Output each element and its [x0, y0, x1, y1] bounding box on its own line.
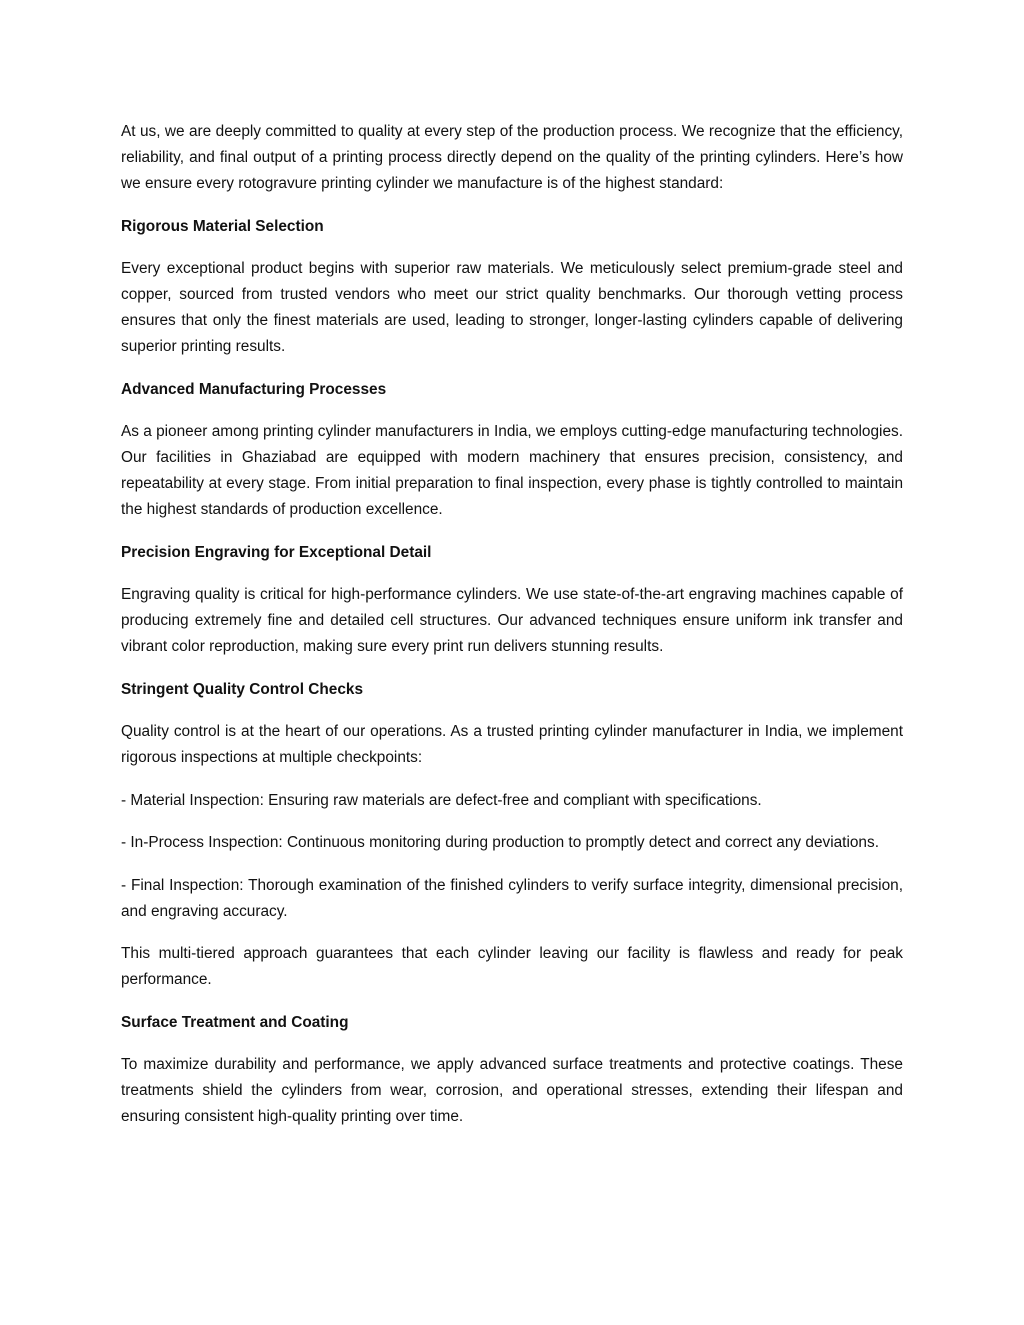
- section-paragraph: Engraving quality is critical for high-performance cylinders. We use state-of-the-art engraving machines capable of producing extremely fine and detailed cell structures. Our advanced techniques ensure uniform ink transfer and vibrant color reproduction, making sure every print run delivers stunning results.: [121, 586, 903, 655]
- list-item: - Final Inspection: Thorough examination of the finished cylinders to verify surface integrity, dimensional precision, and engraving accuracy.: [121, 876, 903, 920]
- document-page: [121, 119, 903, 1147]
- list-item: - Material Inspection: Ensuring raw materials are defect-free and compliant with specifications.: [121, 791, 762, 809]
- intro-paragraph: At us, we are deeply committed to quality at every step of the production process. We recognize that the efficiency, reliability, and final output of a printing process directly depend on the quality of the printing cylinders. Here’s how we ensure every rotogravure printing cylinder we manufacture is of the highest standard:: [121, 123, 903, 192]
- section-heading: Rigorous Material Selection: [121, 217, 324, 235]
- section-closing-paragraph: This multi-tiered approach guarantees that each cylinder leaving our facility is flawless and ready for peak performance.: [121, 945, 903, 988]
- section-heading: Precision Engraving for Exceptional Detail: [121, 543, 432, 561]
- section-heading: Surface Treatment and Coating: [121, 1013, 349, 1031]
- list-item: - In-Process Inspection: Continuous monitoring during production to promptly detect and correct any deviations.: [121, 834, 879, 851]
- section-paragraph: Quality control is at the heart of our operations. As a trusted printing cylinder manufacturer in India, we implement rigorous inspections at multiple checkpoints:: [121, 723, 903, 766]
- section-heading: Advanced Manufacturing Processes: [121, 380, 387, 398]
- section-heading: Stringent Quality Control Checks: [121, 680, 364, 698]
- section-paragraph: To maximize durability and performance, we apply advanced surface treatments and protective coatings. These treatments shield the cylinders from wear, corrosion, and operational stresses, extending their lifespan and ensuring consistent high-quality printing over time.: [121, 1056, 903, 1125]
- section-paragraph: Every exceptional product begins with superior raw materials. We meticulously select premium-grade steel and copper, sourced from trusted vendors who meet our strict quality benchmarks. Our thorough vetting process ensures that only the finest materials are used, leading to stronger, longer-lasting cylinders capable of delivering superior printing results.: [121, 260, 903, 355]
- section-paragraph: As a pioneer among printing cylinder manufacturers in India, we employs cutting-edge manufacturing technologies. Our facilities in Ghaziabad are equipped with modern machinery that ensures precision, consistency, and repeatability at every stage. From initial preparation to final inspection, every phase is tightly controlled to maintain the highest standards of production excellence.: [121, 423, 903, 518]
